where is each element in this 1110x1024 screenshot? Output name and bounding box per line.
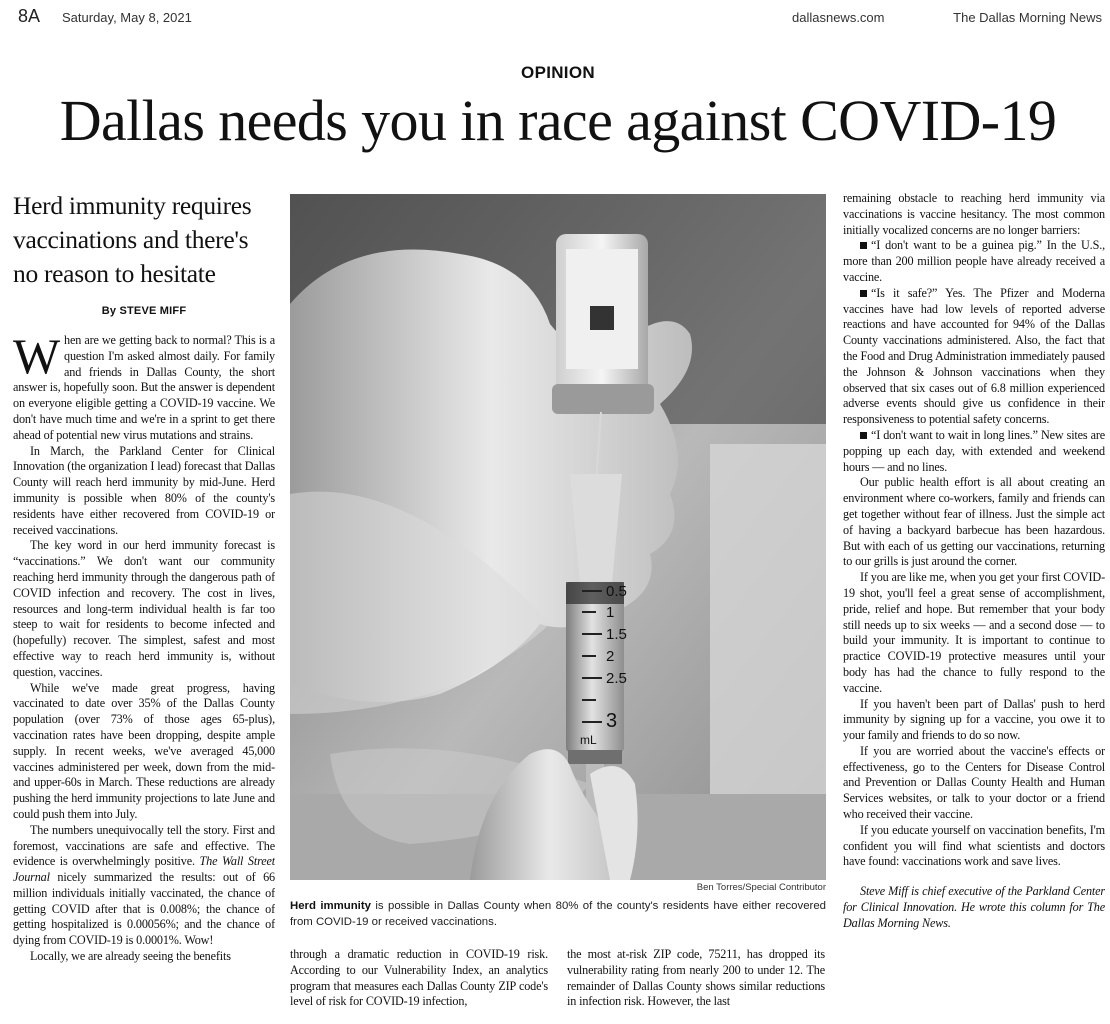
issue-date: Saturday, May 8, 2021 xyxy=(62,10,192,25)
article-paragraph: Locally, we are already seeing the benefits xyxy=(30,949,231,964)
byline: By STEVE MIFF xyxy=(101,305,187,317)
syringe-mark-2: 2 xyxy=(606,648,615,665)
photo-credit: Ben Torres/Special Contributor xyxy=(696,882,826,893)
syringe-mark-0-5: 0.5 xyxy=(606,583,627,600)
article-paragraph: Our public health effort is all about creating an environment where co-workers, family and friends can get together without fear of illness. Just the simple act of having a backyard barbecue has been hazardous. But with each of us getting our vaccinations, returning to our grills is just around the corner. xyxy=(843,475,1105,569)
article-paragraph xyxy=(13,823,275,949)
bullet-item xyxy=(843,428,1105,475)
article-paragraph: remaining obstacle to reaching herd immunity via vaccinations is vaccine hesitancy. The most common initially vocalized concerns are no longer barriers: xyxy=(843,191,1105,237)
article-paragraph xyxy=(13,333,275,444)
article-paragraph: If you are like me, when you get your first COVID-19 shot, you'll feel a great sense of accomplishment, pride, relief and hope. But remember that your body still needs up to six weeks — and a second dose — to build your immunity. It is important to continue to practice COVID-19 protective measures until your body has had the chance to fully respond to the vaccine. xyxy=(843,570,1105,695)
bullet-text: “I don't want to wait in long lines.” New sites are popping up each day, with extended and weekend hours — and no lines. xyxy=(843,427,1105,474)
syringe-mark-1: 1 xyxy=(606,604,615,621)
publication-name: The Wall Street Journal xyxy=(13,854,275,885)
page-number: 8A xyxy=(18,6,41,26)
page-folio xyxy=(18,8,1102,28)
article-paragraph: The key word in our herd immunity forecast is “vaccinations.” We don't want our community reaching herd immunity through the dangerous path of COVID infection and recovery. The cost in lives, resources and long-term individual health is far too steep to wait for residents to become infected and (hopefully) recover. The simplest, safest and most effective way to reach herd immunity is, without question, vaccines. xyxy=(13,538,275,679)
article-paragraph: In March, the Parkland Center for Clinical Innovation (the organization I lead) forecast that Dallas County will reach herd immunity by mid-June. Herd immunity is possible when 80% of the county's residents have either recovered from COVID-19 or received vaccinations. xyxy=(13,443,275,537)
paragraph-text: The numbers unequivocally tell the story. First and foremost, vaccinations are safe and effective. The evidence is overwhelmingly positive. xyxy=(13,822,275,869)
newspaper-name: The Dallas Morning News xyxy=(953,10,1102,25)
syringe-mark-3: 3 xyxy=(606,710,618,732)
article-paragraph: If you are worried about the vaccine's effects or effectiveness, go to the Centers for Disease Control and Prevention or Dallas County Health and Human Services websites, or talk to your doctor or a friend who received their vaccine. xyxy=(843,743,1105,822)
photo-caption xyxy=(290,898,826,930)
article-photo xyxy=(290,194,826,880)
paragraph-text: hen are we getting back to normal? This is a question I'm asked almost daily. For family and friends in Dallas County, the short answer is, hopefully soon. But the answer is dependent on everyone eligible getting a COVID-19 vaccine. We don't have much time and we're in a sprint to get there ahead of potential new virus mutations and strains. xyxy=(13,333,275,442)
vaccine-syringe-photo xyxy=(290,194,826,880)
bullet-item xyxy=(843,286,1105,428)
syringe-unit: mL xyxy=(580,733,597,747)
syringe-mark-1-5: 1.5 xyxy=(606,626,627,643)
article-paragraph: If you educate yourself on vaccination benefits, I'm confident you will find what scientists and doctors have found: vaccinations work and save lives. xyxy=(843,822,1105,869)
bullet-icon xyxy=(860,432,867,439)
drop-cap: W xyxy=(13,333,61,384)
article-column-3 xyxy=(567,947,825,1017)
syringe-mark-2-5: 2.5 xyxy=(606,670,627,687)
headline: Dallas needs you in race against COVID-19 xyxy=(59,88,1057,153)
paragraph-text: nicely summarized the results: out of 66 million individuals initially vaccinated, the chance of getting COVID after that is 0.008%; the chance of getting hospitalized is 0.00056%; and the chance of dying from COVID-19 is 0.0001%. Wow! xyxy=(13,870,275,948)
article-column-2 xyxy=(290,947,548,1017)
article-paragraph: the most at-risk ZIP code, 75211, has dropped its vulnerability rating from nearly 200 to under 12. The remainder of Dallas County shows similar reductions in infection risk. However, the last xyxy=(567,947,825,1009)
article-column-1 xyxy=(13,333,275,1013)
deck-headline: Herd immunity requires vaccinations and there's no reason to hesitate xyxy=(13,191,252,288)
article-paragraph: While we've made great progress, having vaccinated to date over 35% of the Dallas County population (over 73% of those ages 65-plus), vaccination rates have been dropping, despite ample supply. In recent weeks, we've averaged 45,000 vaccines administered per week, down from the mid- and upper-60s in March. These reductions are already pushing the herd immunity projections to late June and could push them into July. xyxy=(13,680,275,821)
bullet-icon xyxy=(860,290,867,297)
article-paragraph: If you haven't been part of Dallas' push to herd immunity by signing up for a vaccine, you owe it to your family and friends to do so now. xyxy=(843,696,1105,743)
section-label: OPINION xyxy=(521,63,595,82)
bullet-text: “I don't want to be a guinea pig.” In the U.S., more than 200 million people have already received a vaccine. xyxy=(843,238,1105,284)
article-column-4 xyxy=(843,191,1105,1021)
author-bio: Steve Miff is chief executive of the Parkland Center for Clinical Innovation. He wrote this column for The Dallas Morning News. xyxy=(843,884,1105,930)
bullet-text: “Is it safe?” Yes. The Pfizer and Moderna vaccines have had low levels of reported adverse reactions and have accounted for 94% of the Dallas County vaccinations administered. Also, the fact that the Food and Drug Administration immediately paused the Johnson & Johnson vaccinations when they observed that six cases out of 6.8 million experienced adverse events should give us confidence in their responsiveness to potential safety concerns. xyxy=(843,285,1105,427)
website-label: dallasnews.com xyxy=(792,10,885,25)
bullet-item xyxy=(843,238,1105,285)
article-paragraph: through a dramatic reduction in COVID-19 risk. According to our Vulnerability Index, an analytics program that measures each Dallas County ZIP code's level of risk for COVID-19 infection, xyxy=(290,947,548,1009)
caption-lead: Herd immunity xyxy=(290,900,371,912)
bullet-icon xyxy=(860,242,867,249)
caption-text: is possible in Dallas County when 80% of the county's residents have either recovered from COVID-19 or received vaccinations. xyxy=(290,900,826,928)
